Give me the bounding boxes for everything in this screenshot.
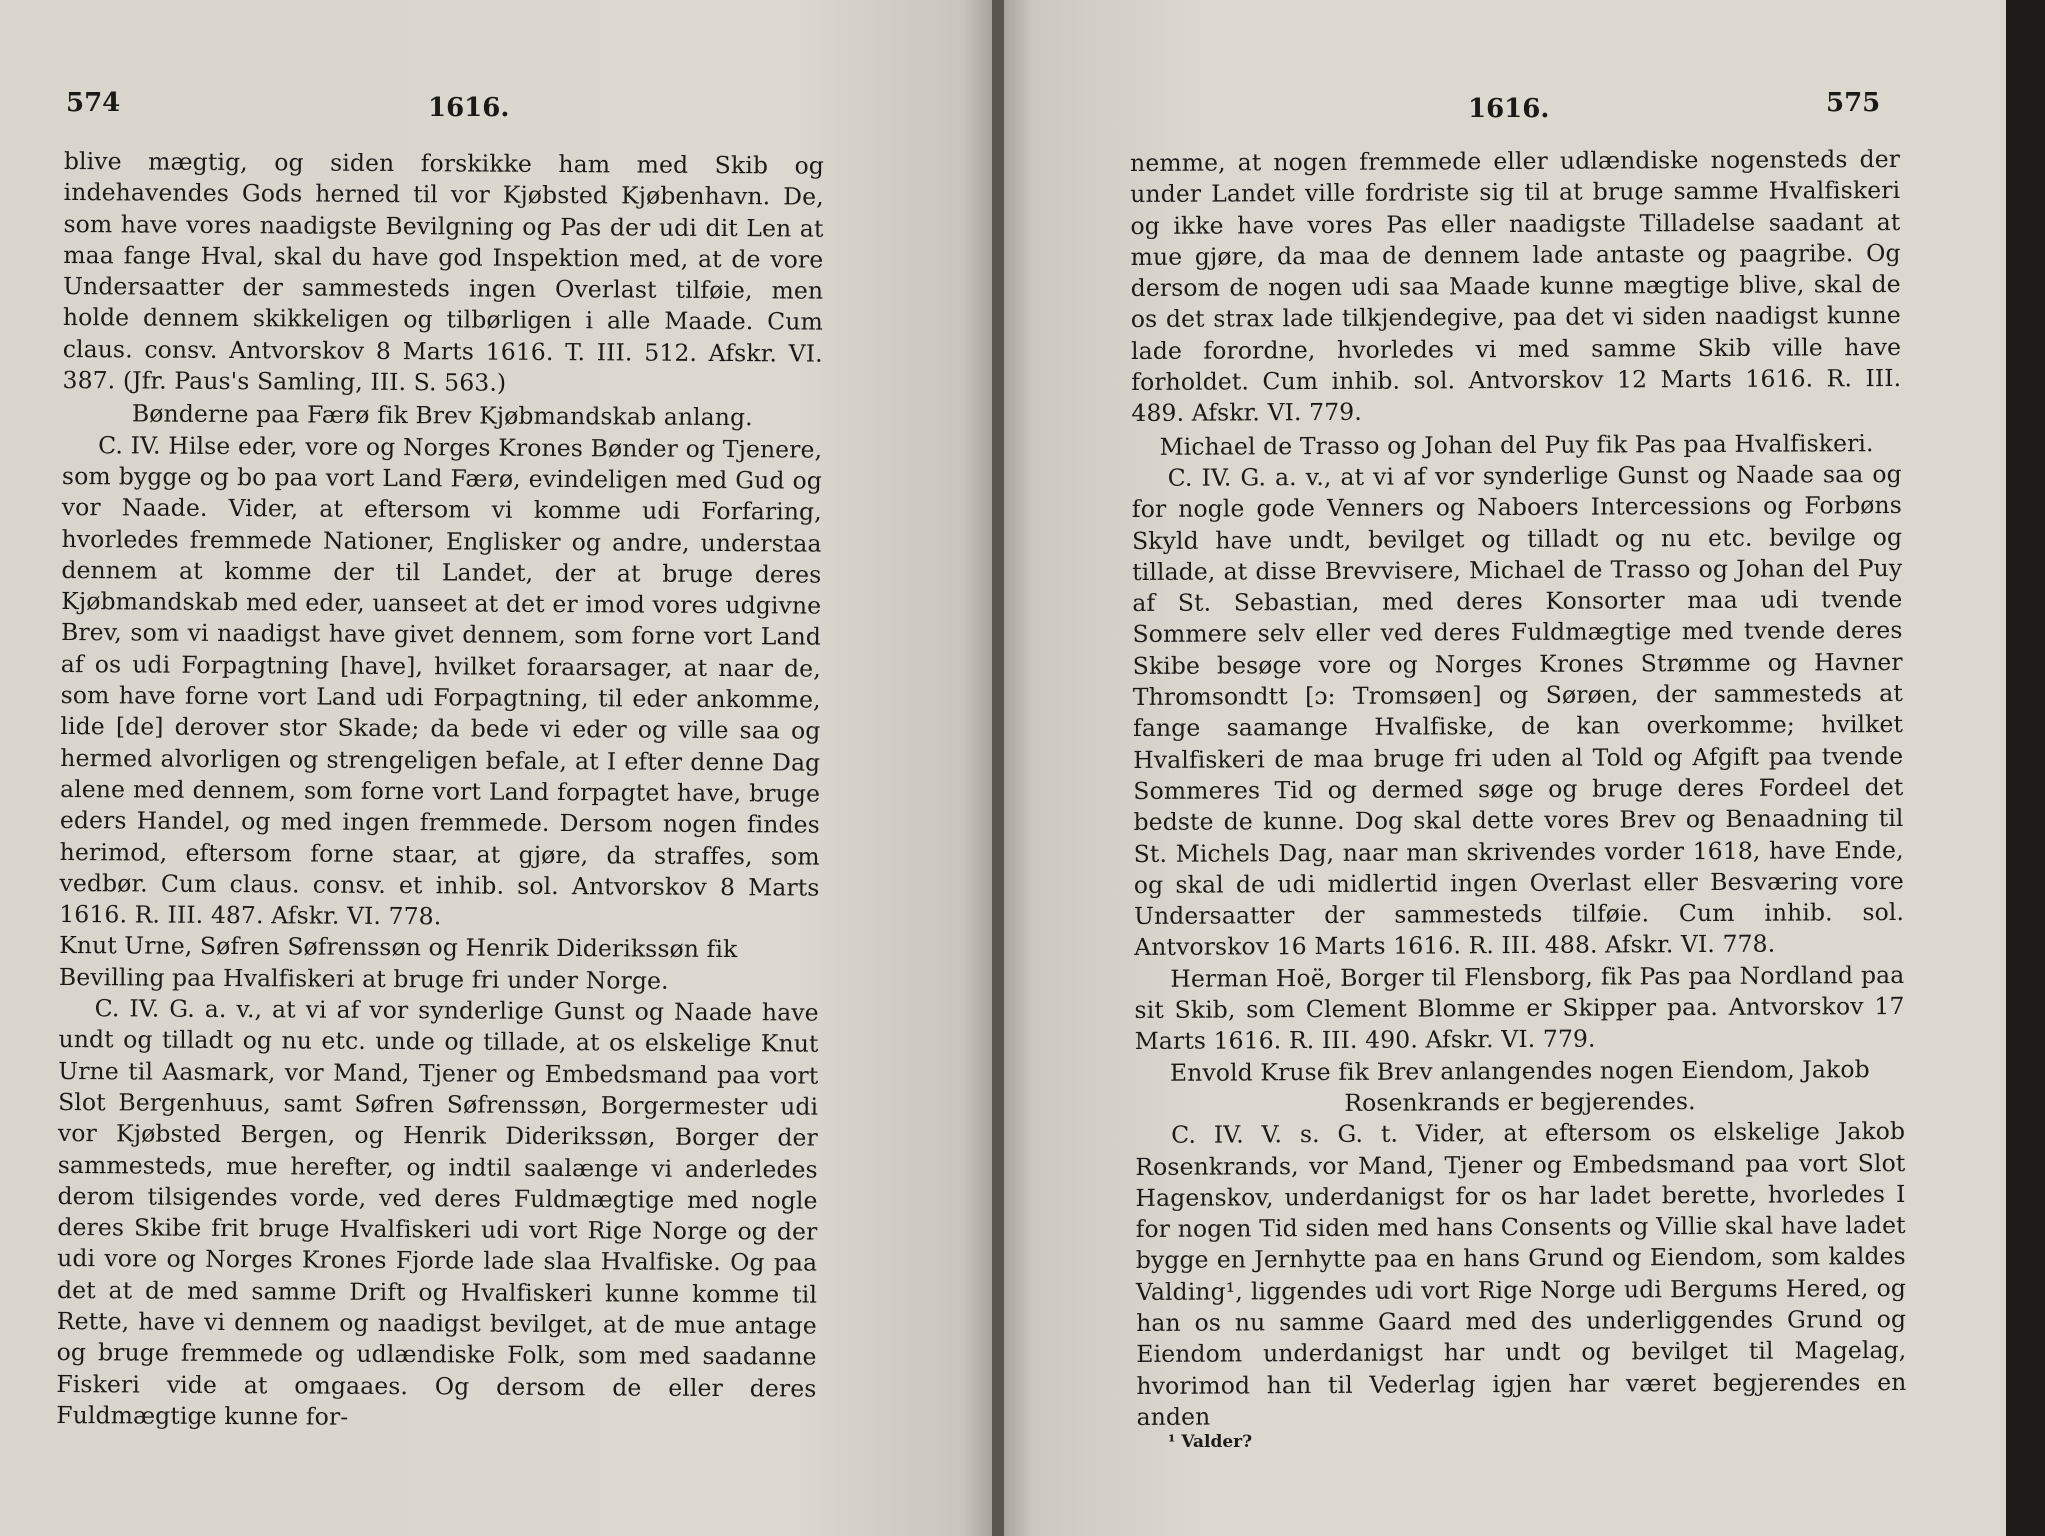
paragraph: Herman Hoë, Borger til Flensborg, fik Pas paa Nordland paa sit Skib, som Clement Blomme er Skipper paa. Antvorskov 17 Marts 1616. R. III. 490. Afskr. VI. 779. [1134,960,1905,1056]
page-number-right: 575 [1826,88,1881,118]
entry-heading: Michael de Trasso og Johan del Puy fik Pas paa Hvalfiskeri. [1159,428,1874,461]
book-gutter [992,0,1004,1536]
running-year-left: 1616. [428,93,510,123]
paragraph: C. IV. G. a. v., at vi af vor synderlige Gunst og Naade have undt og tilladt og nu etc. unde og tillade, at os elskelige Knut Urne til Aasmark, vor Mand, Tjener og Embedsmand paa vort Slot Bergenhuus, samt Søfren Søfrenssøn, Borgermester udi vor Kjøbsted Bergen, og Henrik Diderikssøn, Borger der sammesteds, mue herefter, og indtil saalænge vi anderledes derom tilsigendes vorde, ved deres Fuldmægtige med nogle deres Skibe frit bruge Hvalfiskeri udi vort Rige Norge og der udi vore og Norges Krones Fjorde lade slaa Hvalfiske. Og paa det at de med samme Drift og Hvalfiskeri kunne komme til Rette, have vi dennem og naadigst bevilget, at de mue antage og bruge fremmede og udlændiske Folk, som med saadanne Fiskeri vide at omgaaes. Og dersom de eller deres Fuldmægtige kunne for- [56,994,819,1431]
scan-edge [2006,0,2045,1536]
left-page [0,0,992,1536]
paragraph: C. IV. G. a. v., at vi af vor synderlige Gunst og Naade saa og for nogle gode Venners og Naboers Intercessions og Forbøns Skyld have undt, bevilget og tilladt og nu etc. bevilge og tillade, at disse Brevvisere, Michael de Trasso og Johan del Puy af St. Sebastian, med deres Konsorter maa udi tvende Sommere selv eller ved deres Fuldmægtige med tvende deres Skibe besøge vore og Norges Krones Strømme og Havner Thromsondtt [ɔ: Tromsøen] og Sørøen, der sammesteds at fange saamange Hvalfiske, de kan overkomme; hvilket Hvalfiskeri de maa bruge fri uden al Told og Afgift paa tvende Sommeres Tid og dermed søge og bruge deres Fordeel det bedste de kunne. Dog skal dette vores Brev og Benaadning til St. Michels Dag, naar man skrivendes vorder 1618, have Ende, og skal de udi midlertid ingen Overlast eller Besværing vore Undersaatter der sammesteds tilføie. Cum inhib. sol. Antvorskov 16 Marts 1616. R. III. 488. Afskr. VI. 778. [1131,459,1905,962]
entry-heading: Bønderne paa Færø fik Brev Kjøbmandskab anlang. [131,399,753,432]
paragraph: C. IV. Hilse eder, vore og Norges Krones Bønder og Tjenere, som bygge og bo paa vort Land Færø, evindeligen med Gud og vor Naade. Vider, at eftersom vi komme udi Forfaring, hvorledes fremmede Nationer, Englisker og andre, understaa dennem at komme der til Landet, der at bruge deres Kjøbmandskab med eder, uanseet at det er imod vores udgivne Brev, som vi naadigst have givet dennem, som forne vort Land af os udi Forpagtning [have], hvilket foraarsager, at naar de, som have forne vort Land udi Forpagtning, til eder ankomme, lide [de] derover stor Skade; da bede vi eder og ville saa og hermed alvorligen og strengeligen befale, at I efter denne Dag alene med dennem, som forne vort Land forpagtet have, bruge eders Handel, og med ingen fremmede. Dersom nogen findes herimod, eftersom forne staar, at gjøre, da straffes, som vedbør. Cum claus. consv. et inhib. sol. Antvorskov 8 Marts 1616. R. III. 487. Afskr. VI. 778. [59,430,823,931]
footnote: ¹ Valder? [1168,1432,1253,1452]
page-number-left: 574 [66,88,121,118]
entry-heading: Envold Kruse fik Brev anlangendes nogen Eiendom, Jakob Rosenkrands er begjerendes. [1169,1054,1870,1117]
left-page-text [56,146,824,1436]
paragraph: nemme, at nogen fremmede eller udlændiske nogensteds der under Landet ville fordriste sig til at bruge samme Hvalfiskeri og ikke have vores Pas eller naadigste Tilladelse saadant at mue gjøre, da maa de dennem lade antaste og paagribe. Og dersom de nogen udi saa Maade kunne mægtige blive, skal de os det strax lade tilkjendegive, paa det vi siden naadigst kunne lade forordne, hvorledes vi med samme Skib ville have forholdet. Cum inhib. sol. Antvorskov 12 Marts 1616. R. III. 489. Afskr. VI. 779. [1130,144,1902,428]
entry-heading: Knut Urne, Søfren Søfrenssøn og Henrik Diderikssøn fik Bevilling paa Hvalfiskeri at bruge fri under Norge. [58,931,738,995]
right-page-text [1130,144,1907,1433]
paragraph: C. IV. V. s. G. t. Vider, at eftersom os elskelige Jakob Rosenkrands, vor Mand, Tjener og Embedsmand paa vort Slot Hagenskov, underdanigst for os har ladet berette, hvorledes I for nogen Tid siden med hans Consents og Villie skal have ladet bygge en Jernhytte paa en hans Grund og Eiendom, som kaldes Valding¹, liggendes udi vort Rige Norge udi Bergums Hered, og han os nu samme Gaard med des underliggendes Grund og Eiendom underdanigst har undt og bevilget til Magelag, hvorimod han til Vederlag igjen har været begjerendes en anden [1135,1117,1907,1431]
right-page [1004,0,2006,1536]
paragraph: blive mægtig, og siden forskikke ham med Skib og indehavendes Gods herned til vor Kjøbsted Kjøbenhavn. De, som have vores naadigste Bevilgning og Pas der udi dit Len at maa fange Hval, skal du have god Inspektion med, at de vore Undersaatter der sammesteds ingen Overlast tilføie, men holde dennem skikkeligen og tilbørligen i alle Maade. Cum claus. consv. Antvorskov 8 Marts 1616. T. III. 512. Afskr. VI. 387. (Jfr. Paus's Samling, III. S. 563.) [62,146,824,397]
running-year-right: 1616. [1468,94,1550,124]
